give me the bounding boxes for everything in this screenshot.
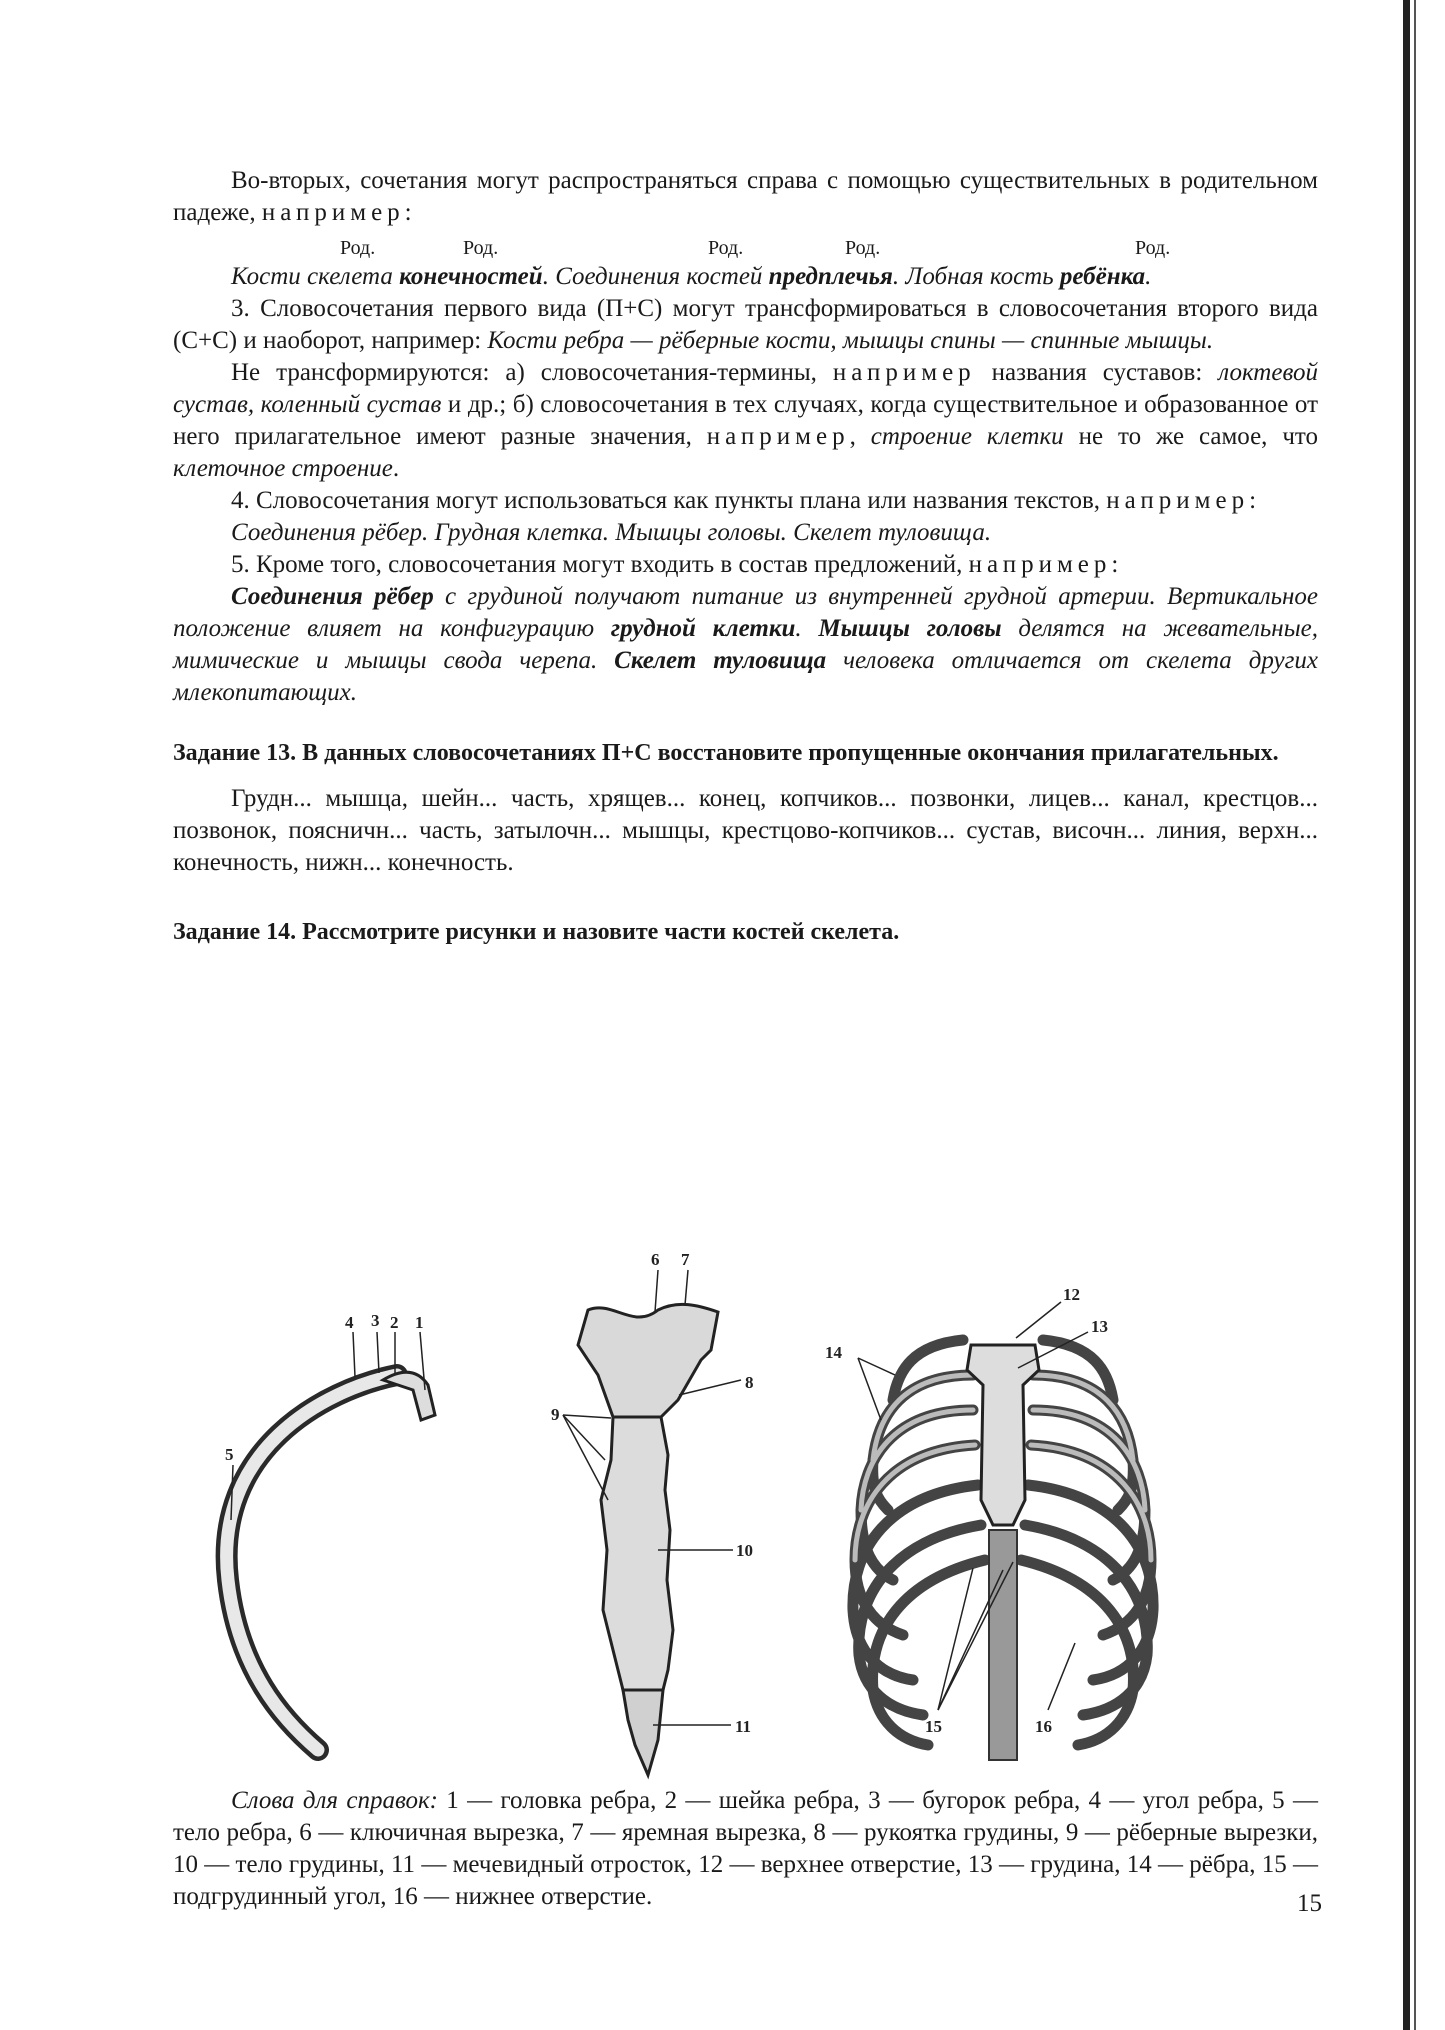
- case-labels-row: [173, 229, 1318, 261]
- task-13-text: Грудн... мышца, шейн... часть, хрящев... конец, копчиков... позвонки, лицев... канал, крестцов... позвонок, поясничн... часть, затылочн... мышцы, крестцово-копчиков... сустав, височн... линия, верхн... конечность, нижн... конечность.: [173, 785, 1318, 876]
- figure-label: 9: [551, 1405, 560, 1424]
- page-edge-bar: [1403, 0, 1410, 2030]
- page-edge-bar-thin: [1414, 0, 1416, 2030]
- figure-label: 6: [651, 1250, 660, 1269]
- paragraph-4-example: Соединения рёбер. Грудная клетка. Мышцы головы. Скелет туловища.: [231, 519, 992, 546]
- task-14-heading: Задание 14. Рассмотрите рисунки и назовите части костей скелета.: [173, 919, 900, 945]
- figure-label: 2: [390, 1313, 399, 1332]
- figure-label: 14: [825, 1343, 842, 1362]
- figure-label: 1: [415, 1313, 424, 1332]
- figure-label: 5: [225, 1445, 234, 1464]
- sternum-figure: [473, 1250, 773, 1790]
- page-body: [173, 165, 1319, 1910]
- figure-label: 15: [925, 1717, 942, 1736]
- rib-figure: [173, 1250, 493, 1770]
- case-label: Род.: [1135, 237, 1171, 259]
- figure-label: 7: [681, 1250, 690, 1269]
- paragraph-second: Во-вторых, сочетания могут распространяться справа с помощью существительных в родительном падеже, например:: [173, 167, 1318, 226]
- task-13-heading: Задание 13. В данных словосочетаниях П+С восстановите пропущенные окончания прилагательных.: [173, 740, 1279, 766]
- figure-label: 12: [1063, 1285, 1080, 1304]
- figures-area: [173, 1250, 1318, 1770]
- case-label: Род.: [845, 237, 881, 259]
- paragraph-not-transform: Не трансформируются: а) словосочетания-термины, например названия суставов: локтевой сустав, коленный сустав и др.; б) словосочетания в тех случаях, когда существительное и образованное от него прилагательное имеют разные значения, например, строение клетки не то же самое, что клеточное строение.: [173, 359, 1319, 482]
- case-label: Род.: [463, 237, 499, 259]
- paragraph-3: 3. Словосочетания первого вида (П+С) могут трансформироваться в словосочетания второго вида (С+С) и наоборот, например: Кости ребра — рёберные кости, мышцы спины — спинные мышцы.: [173, 295, 1318, 354]
- reference-words: Слова для справок: 1 — головка ребра, 2 — шейка ребра, 3 — бугорок ребра, 4 — угол ребра, 5 — тело ребра, 6 — ключичная вырезка, 7 — яремная вырезка, 8 — рукоятка грудины, 9 — рёберные вырезки, 10 — тело грудины, 11 — мечевидный отросток, 12 — верхнее отверстие, 13 — грудина, 14 — рёбра, 15 — подгрудинный угол, 16 — нижнее отверстие.: [173, 1787, 1318, 1910]
- chest-figure: [803, 1250, 1223, 1770]
- page-number: 15: [1297, 1890, 1322, 1917]
- paragraph-4: 4. Словосочетания могут использоваться как пункты плана или названия текстов, например:: [231, 487, 1257, 514]
- figure-label: 16: [1035, 1717, 1052, 1736]
- figure-label: 8: [745, 1373, 754, 1392]
- examples-genitive: Кости скелета конечностей. Соединения костей предплечья. Лобная кость ребёнка.: [231, 263, 1152, 290]
- case-label: Род.: [708, 237, 744, 259]
- figure-label: 4: [345, 1313, 354, 1332]
- case-label: Род.: [340, 237, 376, 259]
- figure-label: 11: [735, 1717, 752, 1736]
- figure-label: 13: [1091, 1317, 1108, 1336]
- figure-label: 10: [736, 1541, 753, 1560]
- figure-label: 3: [371, 1311, 380, 1330]
- paragraph-5: 5. Кроме того, словосочетания могут входить в состав предложений, например:: [231, 551, 1119, 578]
- paragraph-5-example: Соединения рёбер с грудиной получают питание из внутренней грудной артерии. Вертикальное положение влияет на конфигурацию грудной клетки. Мышцы головы делятся на жевательные, мимические и мышцы свода черепа. Скелет туловища человека отличается от скелета других млекопитающих.: [173, 583, 1319, 706]
